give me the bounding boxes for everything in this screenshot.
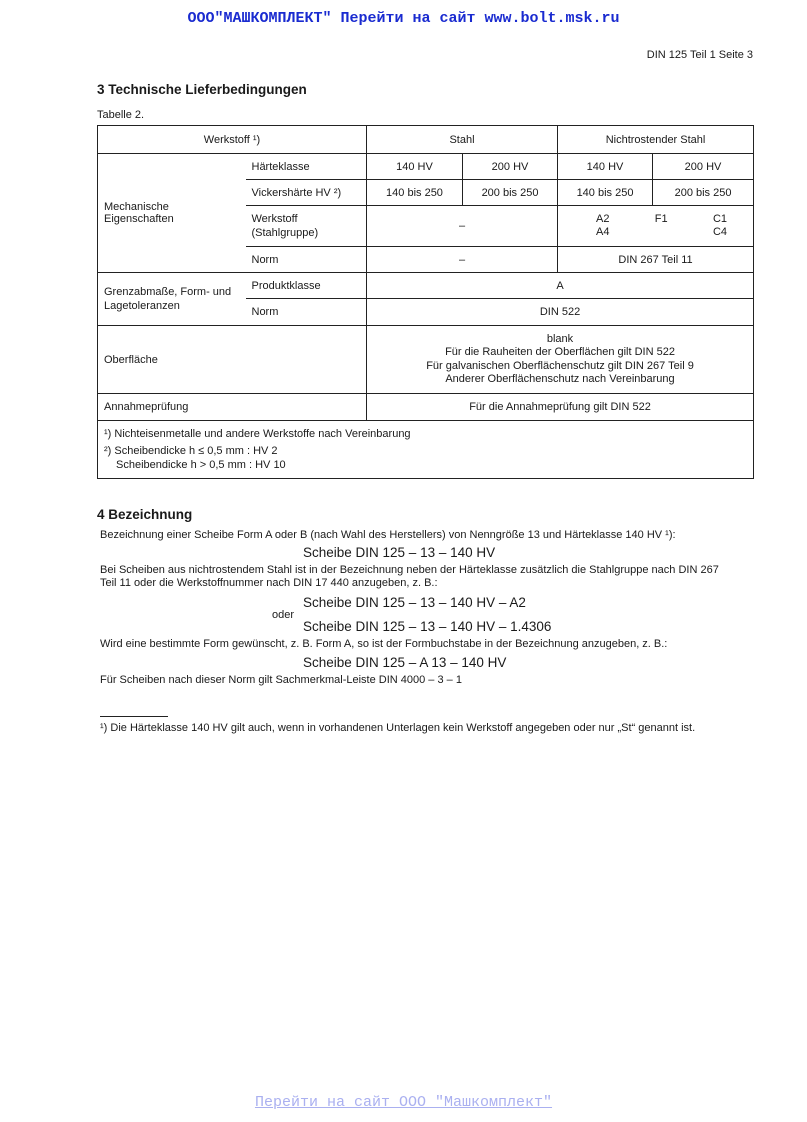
row-annahmepruefung: Annahmeprüfung — [98, 394, 367, 421]
header-nichtrostender-stahl: Nichtrostender Stahl — [558, 126, 754, 154]
header-werkstoff: Werkstoff ¹) — [98, 126, 367, 154]
row-grenzabmasse: Grenzabmaße, Form- und Lagetoleranzen — [98, 273, 246, 326]
cell: DIN 522 — [367, 299, 754, 326]
table-footnotes — [98, 421, 754, 479]
footnote-1: ¹) Nichteisenmetalle und andere Werkstoffe nach Vereinbarung — [104, 428, 411, 440]
label-norm: Norm — [246, 247, 367, 273]
row-mechanische-eigenschaften: Mechanische Eigenschaften — [98, 154, 246, 273]
cell: 200 bis 250 — [463, 180, 558, 206]
cell: Für die Annahmeprüfung gilt DIN 522 — [367, 394, 754, 421]
site-banner-link[interactable]: ООО"МАШКОМПЛЕКТ" Перейти на сайт www.bolt.msk.ru — [187, 10, 620, 27]
section-3-title: 3 Technische Lieferbedingungen — [97, 82, 307, 97]
row-oberflaeche: Oberfläche — [98, 326, 367, 394]
grade-c4: C4 — [712, 226, 728, 238]
properties-table — [97, 125, 754, 479]
paragraph: Bei Scheiben aus nichtrostendem Stahl ist in der Bezeichnung neben der Härteklasse zusätzlich die Stahlgruppe nach DIN 267 — [100, 564, 719, 576]
cell-oberflaeche — [367, 326, 754, 394]
line: blank — [546, 332, 574, 345]
paragraph: Für Scheiben nach dieser Norm gilt Sachmerkmal-Leiste DIN 4000 – 3 – 1 — [100, 674, 462, 686]
cell: – — [367, 247, 558, 273]
page-footnote: ¹) Die Härteklasse 140 HV gilt auch, wenn in vorhandenen Unterlagen kein Werkstoff angegeben oder nur „St“ genannt ist. — [100, 722, 696, 734]
cell: 140 HV — [558, 154, 653, 180]
designation-example: Scheibe DIN 125 – 13 – 140 HV – 1.4306 — [303, 619, 552, 634]
grade-f1: F1 — [654, 213, 668, 225]
footnote-2b: Scheibendicke h > 0,5 mm : HV 10 — [116, 459, 286, 471]
table-caption: Tabelle 2. — [97, 109, 145, 121]
grade-c1: C1 — [712, 213, 728, 225]
grade-a4: A4 — [596, 226, 610, 238]
footnote-2a: ²) Scheibendicke h ≤ 0,5 mm : HV 2 — [104, 445, 278, 457]
line: Anderer Oberflächenschutz nach Vereinbarung — [445, 373, 675, 385]
paragraph: Wird eine bestimmte Form gewünscht, z. B. Form A, so ist der Formbuchstabe in der Bezeichnung anzugeben, z. B.: — [100, 638, 668, 650]
cell: 200 HV — [463, 154, 558, 180]
header-stahl: Stahl — [367, 126, 558, 154]
cell: 140 bis 250 — [558, 180, 653, 206]
oder-label: oder — [272, 609, 295, 621]
cell: A — [367, 273, 754, 299]
designation-example: Scheibe DIN 125 – A 13 – 140 HV — [303, 655, 507, 670]
cell-stahlgruppen — [558, 206, 754, 247]
cell: 200 HV — [653, 154, 754, 180]
footer-site-link[interactable]: Перейти на сайт ООО "Машкомплект" — [254, 1094, 553, 1111]
line: Für galvanischen Oberflächenschutz gilt DIN 267 Teil 9 — [426, 359, 694, 372]
paragraph: Bezeichnung einer Scheibe Form A oder B (nach Wahl des Herstellers) von Nenngröße 13 und Härteklasse 140 HV ¹): — [100, 529, 676, 541]
grade-a2: A2 — [596, 213, 610, 225]
label-werkstoff: Werkstoff (Stahlgruppe) — [246, 206, 367, 247]
cell: 140 bis 250 — [367, 180, 463, 206]
footnote-divider — [100, 716, 168, 717]
line: Für die Rauheiten der Oberflächen gilt DIN 522 — [445, 346, 675, 358]
label-norm: Norm — [246, 299, 367, 326]
label-produktklasse: Produktklasse — [246, 273, 367, 299]
label-haerteklasse: Härteklasse — [246, 154, 367, 180]
designation-example: Scheibe DIN 125 – 13 – 140 HV – A2 — [303, 595, 526, 610]
cell: 200 bis 250 — [653, 180, 754, 206]
page-header: DIN 125 Teil 1 Seite 3 — [646, 49, 753, 61]
paragraph: Teil 11 oder die Werkstoffnummer nach DIN 17 440 anzugeben, z. B.: — [100, 577, 438, 589]
cell: – — [367, 206, 558, 247]
label-vickershaerte: Vickershärte HV ²) — [246, 180, 367, 206]
designation-example: Scheibe DIN 125 – 13 – 140 HV — [303, 545, 496, 560]
cell: 140 HV — [367, 154, 463, 180]
cell: DIN 267 Teil 11 — [558, 247, 754, 273]
section-4-title: 4 Bezeichnung — [97, 507, 193, 522]
